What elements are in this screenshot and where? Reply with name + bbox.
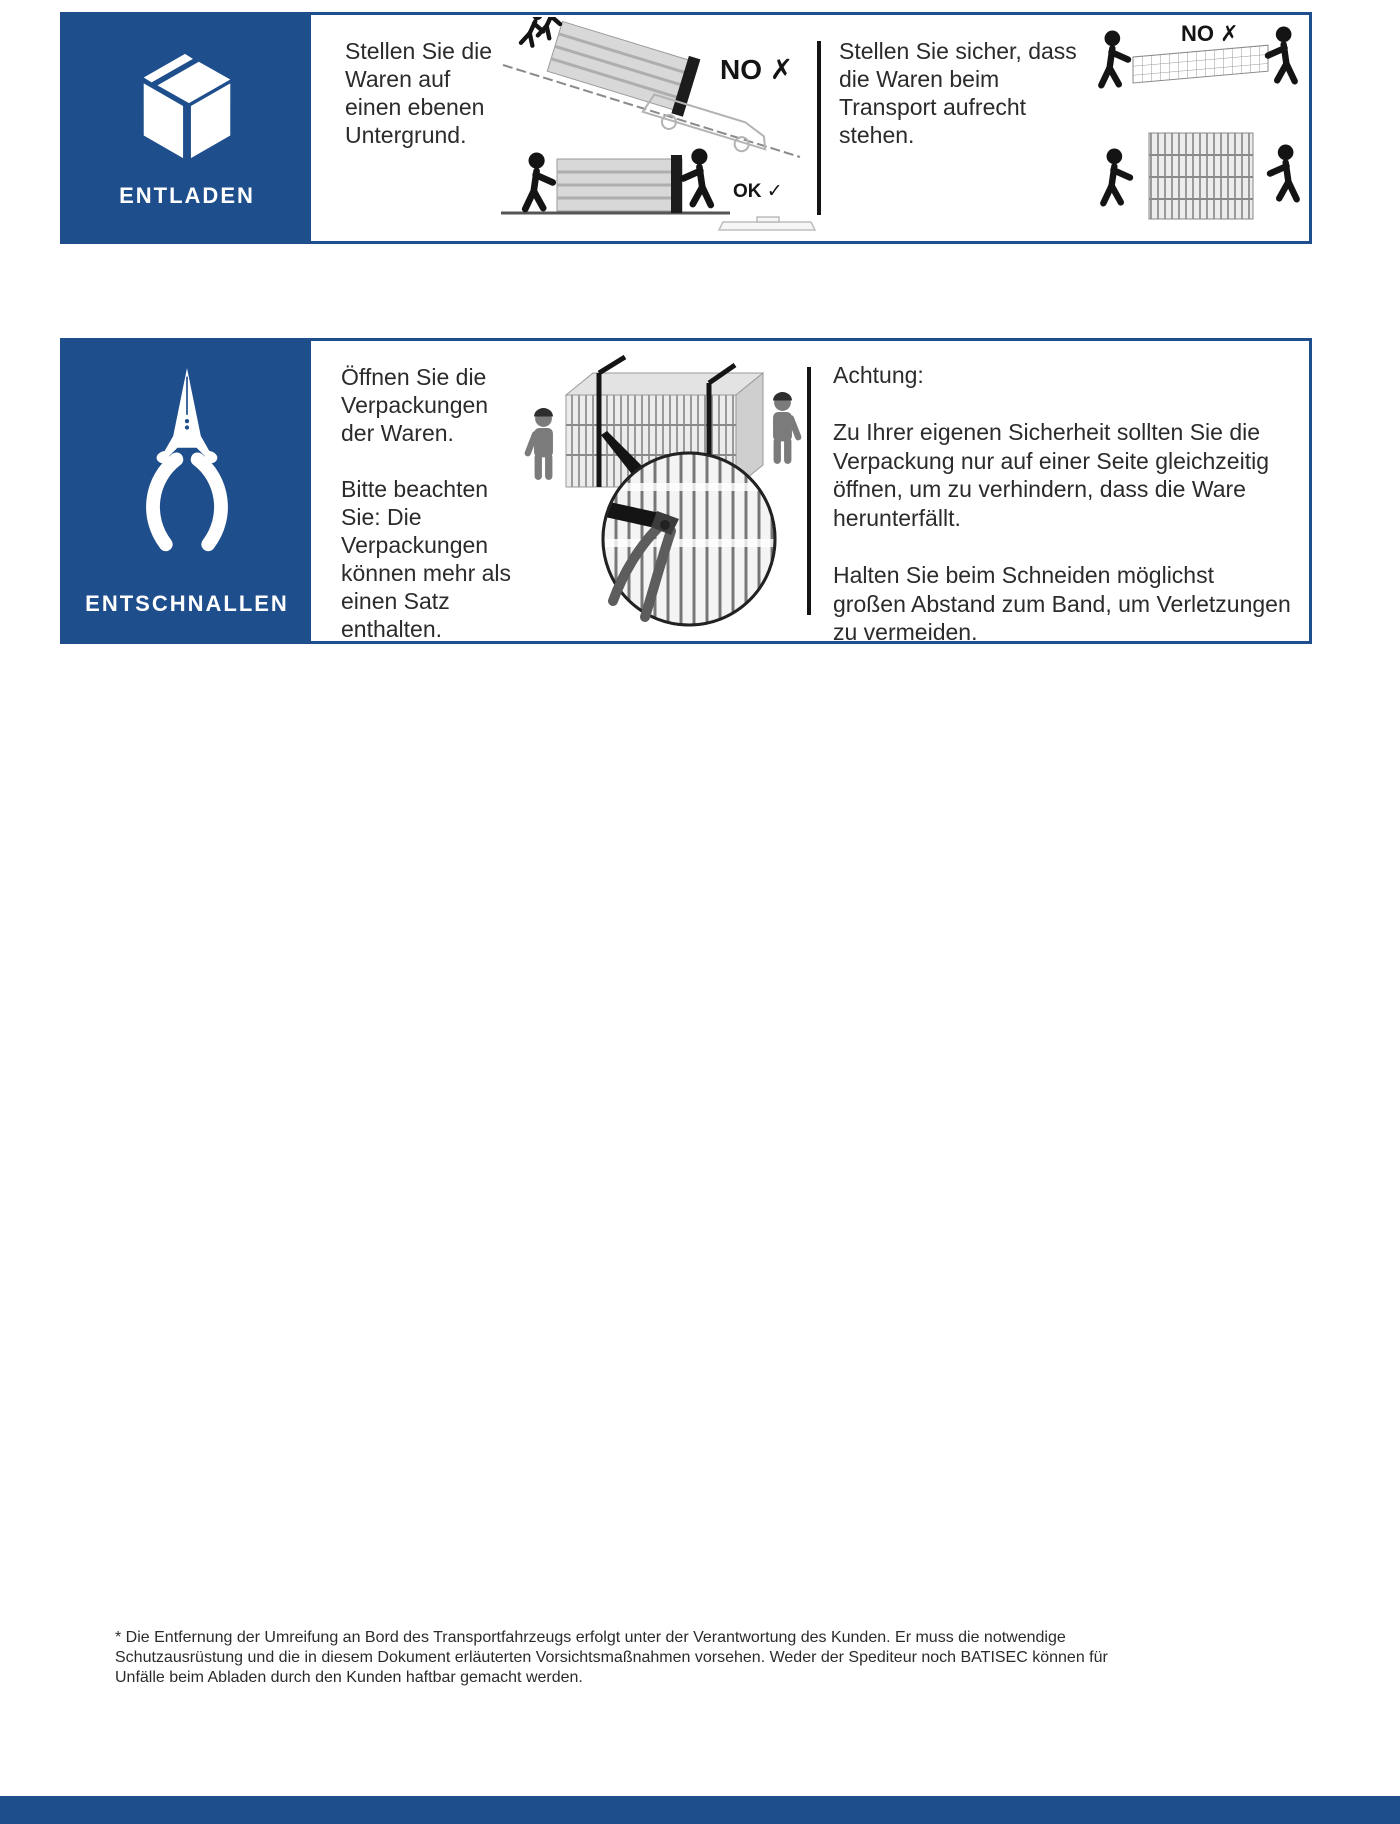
entschnallen-badge — [63, 341, 311, 641]
cutting-illustration — [521, 341, 807, 641]
carry-illustration — [1089, 15, 1309, 241]
panel-entschnallen — [60, 338, 1312, 644]
entladen-label: ENTLADEN — [119, 182, 255, 208]
slope-illustration — [495, 15, 817, 241]
entschnallen-instruction-p1: Öffnen Sie die Verpackungen der Waren. — [341, 364, 489, 447]
warning-paragraph-1: Zu Ihrer eigenen Sicherheit sollten Sie die Verpackung nur auf einer Seite gleichzeitig öffnen, um zu verhindern, dass die Ware herunterfällt. — [833, 418, 1270, 531]
entschnallen-instruction — [311, 341, 521, 641]
carry-no-label: NO ✗ — [1181, 21, 1239, 46]
footnote: * Die Entfernung der Umreifung an Bord des Transportfahrzeugs erfolgt unter der Verantwortung des Kunden. Er muss die notwendige Schutzausrüstung und die in diesem Dokument erläuterten Vorsichtsmaßnahmen vorsehen. Weder der Spediteur noch BATISEC können für Unfälle beim Abladen durch den Kunden haftbar gemacht werden. — [115, 1629, 1108, 1686]
entladen-badge — [63, 15, 311, 241]
warning-column — [811, 341, 1309, 646]
slope-no-label: NO ✗ — [720, 54, 794, 85]
pliers-icon — [122, 366, 252, 579]
entschnallen-instruction-p2: Bitte beachten Sie: Die Verpackungen können mehr als einen Satz enthalten. — [341, 476, 512, 643]
entschnallen-label: ENTSCHNALLEN — [85, 590, 289, 616]
entladen-instruction-1: Stellen Sie die Waren auf einen ebenen Untergrund. — [345, 38, 493, 149]
slope-ok-label: OK ✓ — [733, 181, 783, 202]
box-icon — [128, 48, 246, 171]
entladen-instruction-2: Stellen Sie sicher, dass die Waren beim Transport aufrecht stehen. — [839, 38, 1077, 149]
warning-paragraph-2: Halten Sie beim Schneiden möglichst großen Abstand zum Band, um Verletzungen zu vermeiden. — [833, 561, 1291, 646]
warning-title: Achtung: — [833, 362, 924, 388]
bottom-brand-bar — [0, 1796, 1400, 1824]
panel-entladen — [60, 12, 1312, 244]
